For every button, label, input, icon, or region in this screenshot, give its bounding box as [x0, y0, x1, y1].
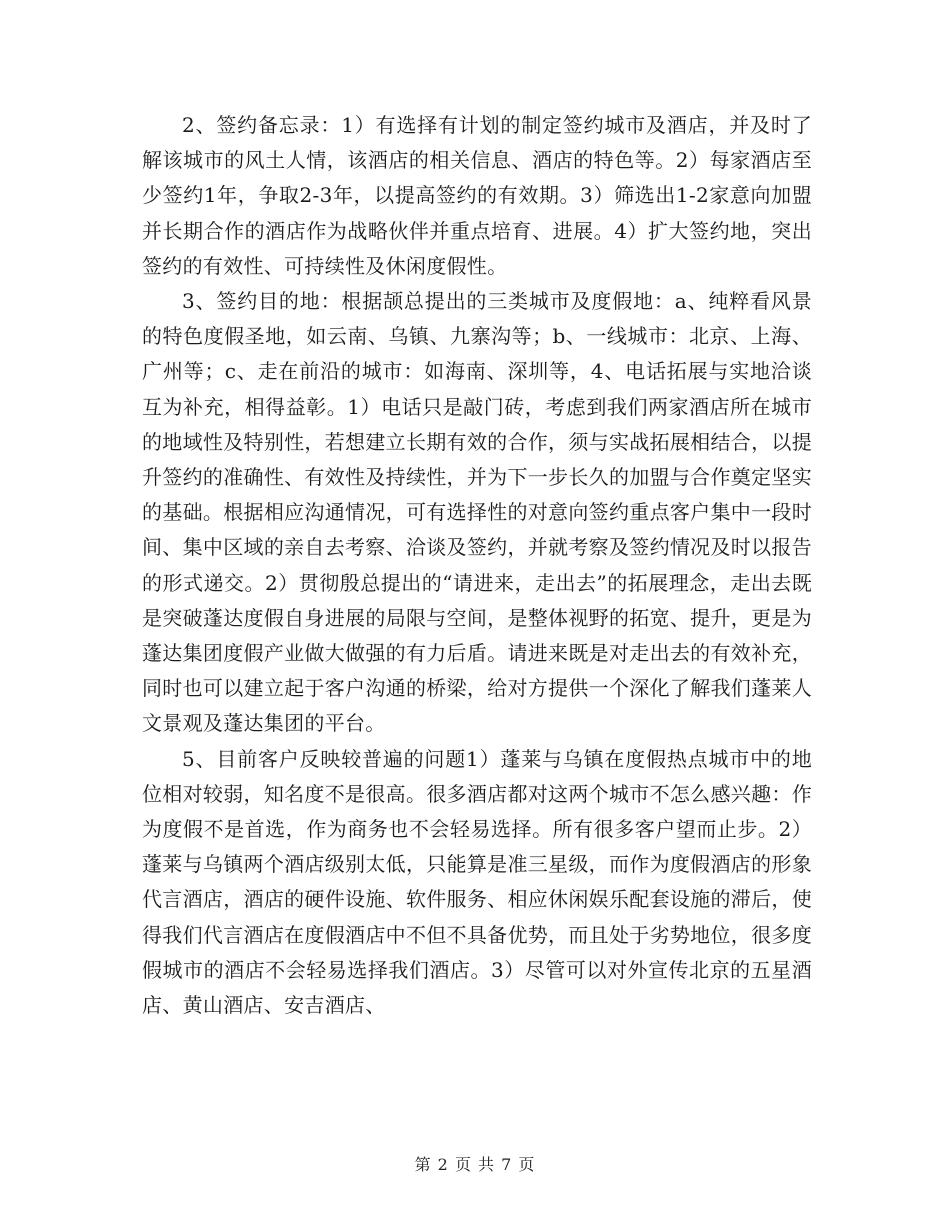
paragraph-signing-memo: 2、签约备忘录：1）有选择有计划的制定签约城市及酒店，并及时了解该城市的风土人情，该酒店的相关信息、酒店的特色等。2）每家酒店至少签约1年，争取2-3年，以提高签约的有效期。3）筛选出1-2家意向加盟并长期合作的酒店作为战略伙伴并重点培育、进展。4）扩大签约地，突出签约的有效性、可持续性及休闲度假性。 — [142, 113, 812, 278]
document-body — [142, 108, 812, 1023]
paragraph-customer-feedback: 5、目前客户反映较普遍的问题1）蓬莱与乌镇在度假热点城市中的地位相对较弱，知名度不是很高。很多酒店都对这两个城市不怎么感兴趣：作为度假不是首选，作为商务也不会轻易选择。所有很多客户望而止步。2）蓬莱与乌镇两个酒店级别太低，只能算是准三星级，而作为度假酒店的形象代言酒店，酒店的硬件设施、软件服务、相应休闲娱乐配套设施的滞后，使得我们代言酒店在度假酒店中不但不具备优势，而且处于劣势地位，很多度假城市的酒店不会轻易选择我们酒店。3）尽管可以对外宣传北京的五星酒店、黄山酒店、安吉酒店、 — [142, 746, 812, 1018]
paragraph-signing-destinations: 3、签约目的地：根据颉总提出的三类城市及度假地：a、纯粹看风景的特色度假圣地，如云南、乌镇、九寨沟等；b、一线城市：北京、上海、广州等；c、走在前沿的城市：如海南、深圳等，4、电话拓展与实地洽谈互为补充，相得益彰。1）电话只是敲门砖，考虑到我们两家酒店所在城市的地域性及特别性，若想建立长期有效的合作，须与实战拓展相结合，以提升签约的准确性、有效性及持续性，并为下一步长久的加盟与合作奠定坚实的基础。根据相应沟通情况，可有选择性的对意向签约重点客户集中一段时间、集中区域的亲自去考察、洽谈及签约，并就考察及签约情况及时以报告的形式递交。2）贯彻殷总提出的“请进来，走出去”的拓展理念，走出去既是突破蓬达度假自身进展的局限与空间，是整体视野的拓宽、提升，更是为蓬达集团度假产业做大做强的有力后盾。请进来既是对走出去的有效补充，同时也可以建立起于客户沟通的桥梁，给对方提供一个深化了解我们蓬莱人文景观及蓬达集团的平台。 — [142, 289, 812, 736]
page-number-footer: 第 2 页 共 7 页 — [414, 1155, 536, 1174]
